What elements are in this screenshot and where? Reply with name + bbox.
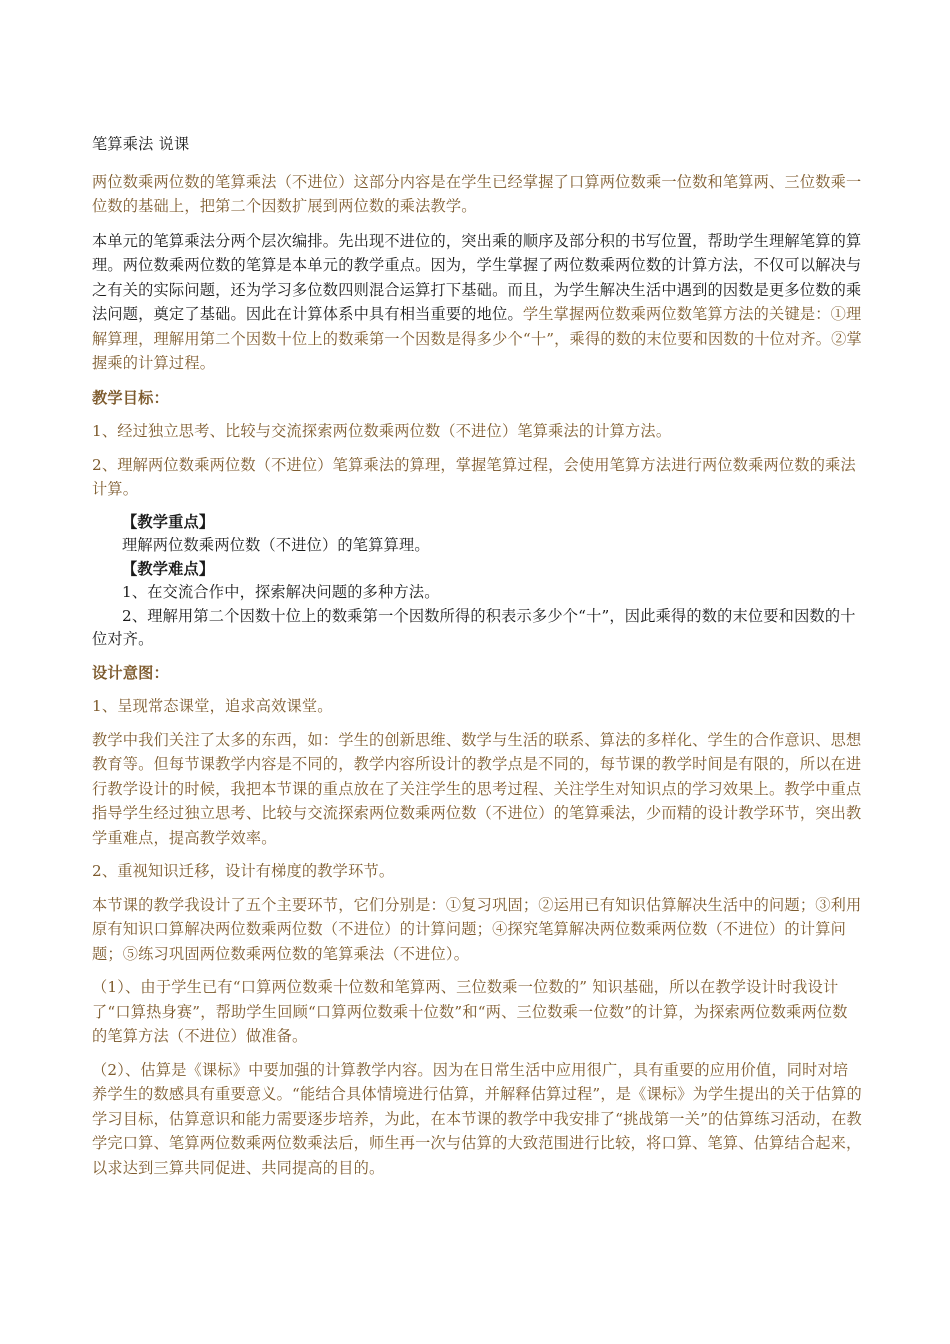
design-point-1-title: 1、呈现常态课堂，追求高效课堂。 bbox=[92, 697, 333, 715]
design-heading: 设计意图： bbox=[92, 663, 169, 682]
document-title: 笔算乘法 说课 bbox=[92, 135, 190, 153]
unit-paragraph bbox=[92, 229, 862, 376]
key-text: 理解两位数乘两位数（不进位）的笔算算理。 bbox=[122, 536, 430, 554]
difficult-item-2: 2、理解用第二个因数十位上的数乘第一个因数所得的积表示多少个“十”，因此乘得的数的末位要和因数的十位对齐。 bbox=[92, 606, 856, 648]
design-part-2: （2）、估算是《课标》中要加强的计算教学内容。因为在日常生活中应用很广，具有重要的应用价值，同时对培养学生的数感具有重要意义。“能结合具体情境进行估算，并解释估算过程”，是《课标》为学生提出的关于估算的学习目标，估算意识和能力需要逐步培养，为此，在本节课的教学中我安排了“挑战第一关”的估算练习活动，在教学完口算、笔算两位数乘两位数乘法后，师生再一次与估算的大致范围进行比较，将口算、笔算、估算结合起来，以求达到三算共同促进、共同提高的目的。 bbox=[92, 1060, 862, 1177]
key-difficult-section bbox=[92, 511, 862, 652]
goal-item-1: 1、经过独立思考、比较与交流探索两位数乘两位数（不进位）笔算乘法的计算方法。 bbox=[92, 422, 672, 440]
document-page bbox=[92, 132, 862, 1189]
difficult-item-1: 1、在交流合作中，探索解决问题的多种方法。 bbox=[122, 583, 440, 601]
goal-item-2: 2、理解两位数乘两位数（不进位）笔算乘法的算理，掌握笔算过程，会使用笔算方法进行两位数乘两位数的乘法计算。 bbox=[92, 455, 856, 498]
design-point-2-title: 2、重视知识迁移，设计有梯度的教学环节。 bbox=[92, 862, 395, 880]
intro-paragraph: 两位数乘两位数的笔算乘法（不进位）这部分内容是在学生已经掌握了口算两位数乘一位数和笔算两、三位数乘一位数的基础上，把第二个因数扩展到两位数的乘法教学。 bbox=[92, 172, 862, 215]
design-part-1: （1）、由于学生已有“口算两位数乘十位数和笔算两、三位数乘一位数的” 知识基础，所以在教学设计时我设计了“口算热身赛”，帮助学生回顾“口算两位数乘十位数”和“两、三位数乘一位数”的计算，为探索两位数乘两位数的笔算方法（不进位）做准备。 bbox=[92, 978, 848, 1045]
unit-text-brown: 学生掌握两位数乘两位数笔算方法的关键是：①理解算理，理解用第二个因数十位上的数乘第一个因数是得多少个“十”，乘得的数的末位要和因数的十位对齐。②掌握乘的计算过程。 bbox=[92, 305, 862, 372]
design-point-1-text: 教学中我们关注了太多的东西，如：学生的创新思维、数学与生活的联系、算法的多样化、学生的合作意识、思想教育等。但每节课教学内容是不同的，教学内容所设计的教学点是不同的，每节课的教学时间是有限的，所以在进行教学设计的时候，我把本节课的重点放在了关注学生的思考过程、关注学生对知识点的学习效果上。教学中重点指导学生经过独立思考、比较与交流探索两位数乘两位数（不进位）的笔算乘法，少而精的设计教学环节，突出教学重难点，提高教学效率。 bbox=[92, 730, 862, 847]
design-point-2-text: 本节课的教学我设计了五个主要环节，它们分别是：①复习巩固；②运用已有知识估算解决生活中的问题；③利用原有知识口算解决两位数乘两位数（不进位）的计算问题；④探究笔算解决两位数乘两位数（不进位）的计算问题；⑤练习巩固两位数乘两位数的笔算乘法（不进位）。 bbox=[92, 895, 862, 963]
key-heading: 【教学重点】 bbox=[122, 512, 215, 531]
goals-heading: 教学目标： bbox=[92, 388, 169, 407]
difficult-heading: 【教学难点】 bbox=[122, 559, 215, 578]
unit-text-dark: 本单元的笔算乘法分两个层次编排。先出现不进位的，突出乘的顺序及部分积的书写位置，帮助学生理解笔算的算理。两位数乘两位数的笔算是本单元的教学重点。因为，学生掌握了两位数乘两位数的计算方法，不仅可以解决与之有关的实际问题，还为学习多位数四则混合运算打下基础。而且，为学生解决生活中遇到的因数是更多位数的乘法问题，奠定了基础。因此在计算体系中具有相当重要的地位。 bbox=[92, 231, 862, 323]
